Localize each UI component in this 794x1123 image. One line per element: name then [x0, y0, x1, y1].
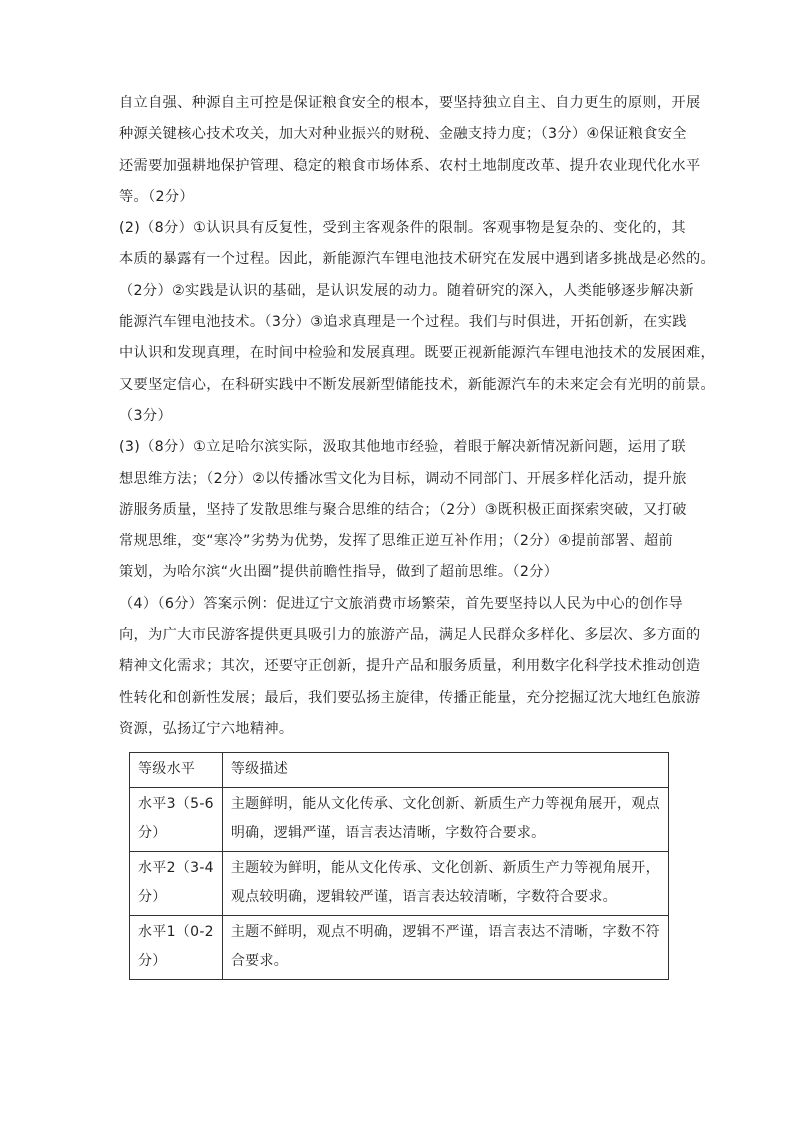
header-description: 等级描述	[222, 753, 668, 788]
answer-paragraph-3	[119, 432, 687, 588]
text-line: (2)（8分）①认识具有反复性，受到主客观条件的限制。客观事物是复杂的、变化的，其	[119, 220, 686, 237]
table-header-row	[130, 753, 669, 788]
text-line: 中认识和发现真理，在时间中检验和发展真理。既要正视新能源汽车锂电池技术的发展困难，	[119, 345, 716, 362]
description-text: 主题不鲜明，观点不明确，逻辑不严谨，语言表达不清晰，字数不符	[230, 924, 660, 940]
text-line: 精神文化需求；其次，还要守正创新，提升产品和服务质量，利用数字化科学技术推动创造	[119, 658, 701, 675]
answer-paragraph-4	[119, 589, 701, 745]
description-text: 主题鲜明，能从文化传承、文化创新、新质生产力等视角展开，观点	[230, 796, 660, 812]
text-line: 又要坚定信心，在科研实践中不断发展新型储能技术，新能源汽车的未来定会有光明的前景。	[119, 376, 716, 393]
answer-paragraph-2	[119, 213, 716, 432]
table-row	[130, 916, 669, 980]
description-cell	[222, 852, 668, 916]
text-line: 等。（2分）	[119, 188, 194, 205]
level-text: 水平3（5-6	[138, 796, 214, 812]
text-line: 本质的暴露有一个过程。因此，新能源汽车锂电池技术研究在发展中遇到诸多挑战是必然的。	[119, 251, 716, 268]
grading-table	[129, 752, 669, 980]
level-cell	[130, 852, 223, 916]
level-text: 水平1（0-2	[138, 924, 214, 940]
level-text: 水平2（3-4	[138, 860, 214, 876]
level-cell	[130, 788, 223, 852]
level-text: 分）	[138, 825, 167, 841]
description-text: 明确，逻辑严谨，语言表达清晰，字数符合要求。	[230, 825, 546, 841]
description-text: 观点较明确，逻辑较严谨，语言表达较清晰，字数符合要求。	[230, 889, 617, 905]
level-text: 分）	[138, 889, 167, 905]
text-line: 能源汽车锂电池技术。（3分）③追求真理是一个过程。我们与时俱进，开拓创新，在实践	[119, 314, 687, 331]
level-text: 分）	[138, 953, 167, 969]
text-line: 游服务质量，坚持了发散思维与聚合思维的结合；（2分）③既积极正面探索突破，又打破	[119, 501, 687, 518]
text-line: 想思维方法；（2分）②以传播冰雪文化为目标，调动不同部门、开展多样化活动，提升旅	[119, 470, 687, 487]
text-line: 向，为广大市民游客提供更具吸引力的旅游产品，满足人民群众多样化、多层次、多方面的	[119, 627, 701, 644]
table-row	[130, 852, 669, 916]
text-line: 还需要加强耕地保护管理、稳定的粮食市场体系、农村土地制度改革、提升农业现代化水平	[119, 157, 701, 174]
text-line: 常规思维，变“寒冷”劣势为优势，发挥了思维正逆互补作用；（2分）④提前部署、超前	[119, 533, 674, 550]
text-line: （2分）②实践是认识的基础，是认识发展的动力。随着研究的深入，人类能够逐步解决新	[119, 282, 694, 299]
text-line: 种源关键核心技术攻关，加大对种业振兴的财税、金融支持力度；（3分）④保证粮食安全	[119, 126, 687, 143]
answer-paragraph-1	[119, 88, 701, 213]
text-line: 性转化和创新性发展；最后，我们要弘扬主旋律，传播正能量，充分挖掘辽沈大地红色旅游	[119, 689, 701, 706]
header-level: 等级水平	[130, 753, 223, 788]
document-body	[119, 88, 716, 745]
description-text: 合要求。	[230, 953, 289, 969]
description-cell	[222, 916, 668, 980]
text-line: 策划，为哈尔滨“火出圈”提供前瞻性指导，做到了超前思维。（2分）	[119, 564, 559, 581]
text-line: (3)（8分）①立足哈尔滨实际，汲取其他地市经验，着眼于解决新情况新问题，运用了联	[119, 439, 686, 456]
text-line: （3分）	[119, 407, 172, 424]
text-line: 资源，弘扬辽宁六地精神。	[119, 720, 294, 737]
table-row	[130, 788, 669, 852]
text-line: （4）（6分）答案示例：促进辽宁文旅消费市场繁荣，首先要坚持以人民为中心的创作导	[119, 595, 684, 612]
description-text: 主题较为鲜明，能从文化传承、文化创新、新质生产力等视角展开，	[230, 860, 660, 876]
description-cell	[222, 788, 668, 852]
text-line: 自立自强、种源自主可控是保证粮食安全的根本，要坚持独立自主、自力更生的原则，开展	[119, 95, 701, 111]
level-cell	[130, 916, 223, 980]
